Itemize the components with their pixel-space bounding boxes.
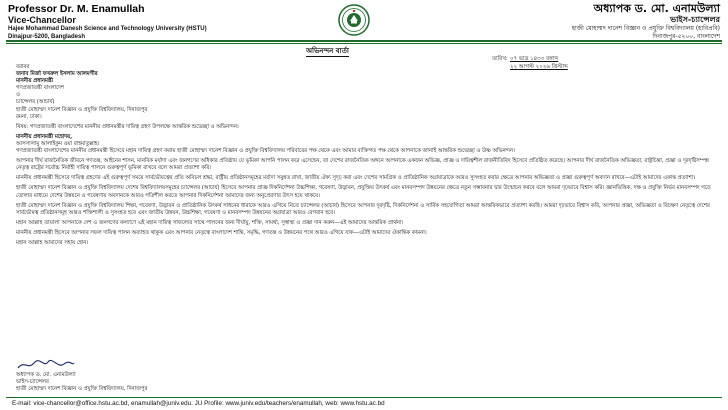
address-bn: দিনাজপুর-৫২০০, বাংলাদেশ: [652, 33, 720, 40]
letterhead: [0, 0, 728, 40]
letter-title: অভিনন্দন বার্তা: [306, 47, 349, 55]
address-en: Dinajpur-5200, Bangladesh: [8, 34, 86, 40]
recipient-line: জনাব মির্জা ফখরুল ইসলাম আলমগীর: [16, 71, 98, 78]
body-paragraph: মহান আল্লাহ তায়ালা আপনাকে দেশ ও জনগণের কল্যাণে এই মহান দায়িত্ব সাফল্যের সাথে পালনের জন্য দীর্ঘায়ু, শক্তি, সামর্থ্য, সুস্বাস্থ্য ও প্রজ্ঞা দান করুন—এই আমাদের আন্তরিক প্রার্থনা।: [16, 219, 404, 226]
recipient-block: [16, 64, 712, 121]
header-divider: [6, 40, 722, 42]
body-paragraph: হাজী মোহাম্মদ দানেশ বিজ্ঞান ও প্রযুক্তি বিশ্ববিদ্যালয় দেশের বিশ্ববিদ্যালয়সমূহের চ্যান্সেলর (আচার্য) হিসেবে আপনার প্রাজ্ঞ দিকনির্দেশনা উচ্চশিক্ষা, গবেষণা, উদ্ভাবন, প্রযুক্তির উৎকর্ষ এবং মানবসম্পদ উন্নয়নের ক্ষেত্রে নতুন সম্ভাবনার দ্বার উন্মোচন করবে বলে আমরা দৃঢ়ভাবে বিশ্বাস করি। জ্ঞানভিত্তিক, দক্ষ ও প্রযুক্তি নির্ভর মানবসম্পদ গড়ে তোলার মাধ্যমে দেশের উন্নয়নে ও গবেষণায় অবদানকে আরও গতিশীল করতে আপনার দিকনির্দেশনা আমাদের জন্য অনুপ্রেরণার উৎস হয়ে থাকবে।: [16, 185, 711, 199]
recipient-line: বরাবর: [16, 64, 30, 70]
greeting: আসসালামু আলাইকুম ওয়া রাহমাতুল্লাহ।: [16, 140, 100, 147]
salutation: মাননীয় প্রধানমন্ত্রী মহোদয়,: [16, 133, 73, 140]
role-bn: ভাইস-চ্যান্সেলর: [670, 15, 720, 24]
role-en: Vice-Chancellor: [8, 15, 76, 25]
recipient-line: হাজী মোহাম্মদ দানেশ বিজ্ঞান ও প্রযুক্তি বিশ্ববিদ্যালয়, দিনাজপুর: [16, 106, 148, 113]
recipient-line: রমনা, ঢাকা।: [16, 113, 42, 120]
date-label: তারিখ:: [492, 56, 508, 62]
recipient-line: ও: [16, 92, 20, 99]
footer-divider: [6, 397, 722, 398]
footer-contact: E-mail: vice-chancellor@office.hstu.ac.bd, enamullah@juniv.edu. JU Profile: www.juniv.edu/teachers/enamullah, web: www.hstu.ac.bd: [12, 400, 385, 407]
handwritten-signature-icon: [16, 358, 76, 372]
body-paragraph: হাজী মোহাম্মদ দানেশ বিজ্ঞান ও প্রযুক্তি বিশ্ববিদ্যালয় শিক্ষা, গবেষণা, উদ্ভাবন ও প্রাতিষ্ঠানিক উৎকর্ষ সাধনের ধারাকে আরও এগিয়ে নিতে চ্যান্সেলর (আচার্য) হিসেবে আপনার দূরদৃষ্টি, দিকনির্দেশনা ও সার্বিক সহযোগিতা আমরা আন্তরিকভাবে প্রত্যাশা করছি। আমরা দৃঢ়ভাবে বিশ্বাস করি, আপনার প্রজ্ঞা, অভিজ্ঞতা ও বিচক্ষণ নেতৃত্বে দেশের সার্বভৌমত্ব প্রতিষ্ঠানসমূহ আরও শক্তিশালী ও সুসংহত হবে এবং জাতীয় উন্নয়ন, উচ্চশিক্ষা, গবেষণা ও মানবসম্পদ উন্নয়নের অগ্রযাত্রা আরও বেগবান হবে।: [16, 202, 710, 216]
signer-name: অধ্যাপক ড. মো. এনামউল্যা: [16, 372, 76, 378]
hstu-university-seal-icon: [338, 4, 370, 36]
name-bn: অধ্যাপক ড. মো. এনামউল্যা: [593, 2, 720, 15]
body-paragraph: আপনার দীর্ঘ রাজনৈতিক জীবনে গণতন্ত্র, আইনের শাসন, মানবিক মর্যাদা এবং জনগণের অধিকার প্রতিষ্ঠায় যে ভূমিকা আপনি পালন করে এসেছেন, তা দেশের রাজনৈতিক অঙ্গনে আপনাকে একজন অভিজ্ঞ, প্রাজ্ঞ ও দায়িত্বশীল রাজনীতিবিদ হিসেবে প্রতিষ্ঠিত করেছে। আপনার দীর্ঘ রাজনৈতিক অভিজ্ঞতা, রাষ্ট্রচিন্তা, প্রজ্ঞা ও দূরদৃষ্টিসম্পন্ন নেতৃত্ব রাষ্ট্রের সর্বোচ্চ নির্বাহী দায়িত্ব পালনে গুরুত্বপূর্ণ ভূমিকা রাখবে বলে আমরা প্রত্যাশা করি।: [16, 158, 709, 172]
signer-role: ভাইস-চ্যান্সেলর: [16, 379, 49, 385]
name-en: Professor Dr. M. Enamullah: [8, 3, 145, 15]
letterhead-bangla: [572, 2, 720, 41]
institution-bn: হাজী মোহাম্মদ দানেশ বিজ্ঞান ও প্রযুক্তি বিশ্ববিদ্যালয় (হাবিপ্রবি): [571, 25, 720, 32]
header-divider-thin: [6, 43, 722, 44]
recipient-line: গণপ্রজাতন্ত্রী বাংলাদেশ: [16, 85, 65, 92]
subject-line: বিষয়: গণপ্রজাতন্ত্রী বাংলাদেশের মাননীয় প্রধানমন্ত্রীর দায়িত্ব গ্রহণ উপলক্ষে আন্তরিক শুভেচ্ছা ও অভিনন্দন।: [16, 123, 239, 130]
signature-block: [16, 358, 216, 393]
date-bn: ০৭ ভাদ্র ১৪৩৩ বঙ্গাব্দ: [510, 56, 559, 62]
institution-en: Hajee Mohammad Danesh Science and Technology University (HSTU): [8, 26, 207, 32]
signer-institution: হাজী মোহাম্মদ দানেশ বিজ্ঞান ও প্রযুক্তি বিশ্ববিদ্যালয়, দিনাজপুর: [16, 386, 148, 392]
recipient-line: মাননীয় প্রধানমন্ত্রী: [16, 78, 54, 85]
recipient-line: চ্যান্সেলর (আচার্য): [16, 99, 55, 106]
body-paragraph: মাননীয় প্রধানমন্ত্রী হিসেবে দায়িত্ব গ্রহণের এই গুরুত্বপূর্ণ সময়ে সার্বভৌমত্বের প্রতি অবিচল শ্রদ্ধা, রাষ্ট্রীয় প্রতিষ্ঠানসমূহের মর্যাদা সমুন্নত রাখা, জাতীয় ঐক্য সুদৃঢ় করা এবং দেশের সামগ্রিক ও প্রাতিষ্ঠানিক অগ্রযাত্রাকে আরও সুসংহত করার ক্ষেত্রে আপনার অভিজ্ঞতা ও প্রজ্ঞা গুরুত্বপূর্ণ অবদান রাখবে—এটাই আমাদের একান্ত প্রত্যাশা।: [16, 175, 696, 182]
date-en: ২২ আগস্ট ২০২৬ খ্রিস্টাব্দ: [510, 64, 568, 70]
body-paragraph: মাননীয় প্রধানমন্ত্রী হিসেবে আপনার সফল দায়িত্ব পালন অব্যাহত থাকুক এবং আপনার নেতৃত্বে বাংলাদেশ শান্তি, সমৃদ্ধি, গণতন্ত্র ও উন্নয়নের পথে আরও এগিয়ে যাক—এটাই আমাদের ঐকান্তিক কামনা।: [16, 229, 427, 236]
letter-body: [16, 64, 712, 247]
letterhead-english: [8, 3, 207, 41]
body-paragraph: গণপ্রজাতন্ত্রী বাংলাদেশের মাননীয় প্রধানমন্ত্রী হিসেবে মহান দায়িত্ব গ্রহণ করায় হাজী মোহাম্মদ দানেশ বিজ্ঞান ও প্রযুক্তি বিশ্ববিদ্যালয় পরিবারের পক্ষ থেকে এবং আমার ব্যক্তিগত পক্ষ থেকে আপনাকে জানাই আন্তরিক শুভেচ্ছা ও উষ্ণ অভিনন্দন।: [16, 148, 515, 155]
closing-prayer: মহান আল্লাহ আমাদের সহায় হোন।: [16, 239, 89, 246]
